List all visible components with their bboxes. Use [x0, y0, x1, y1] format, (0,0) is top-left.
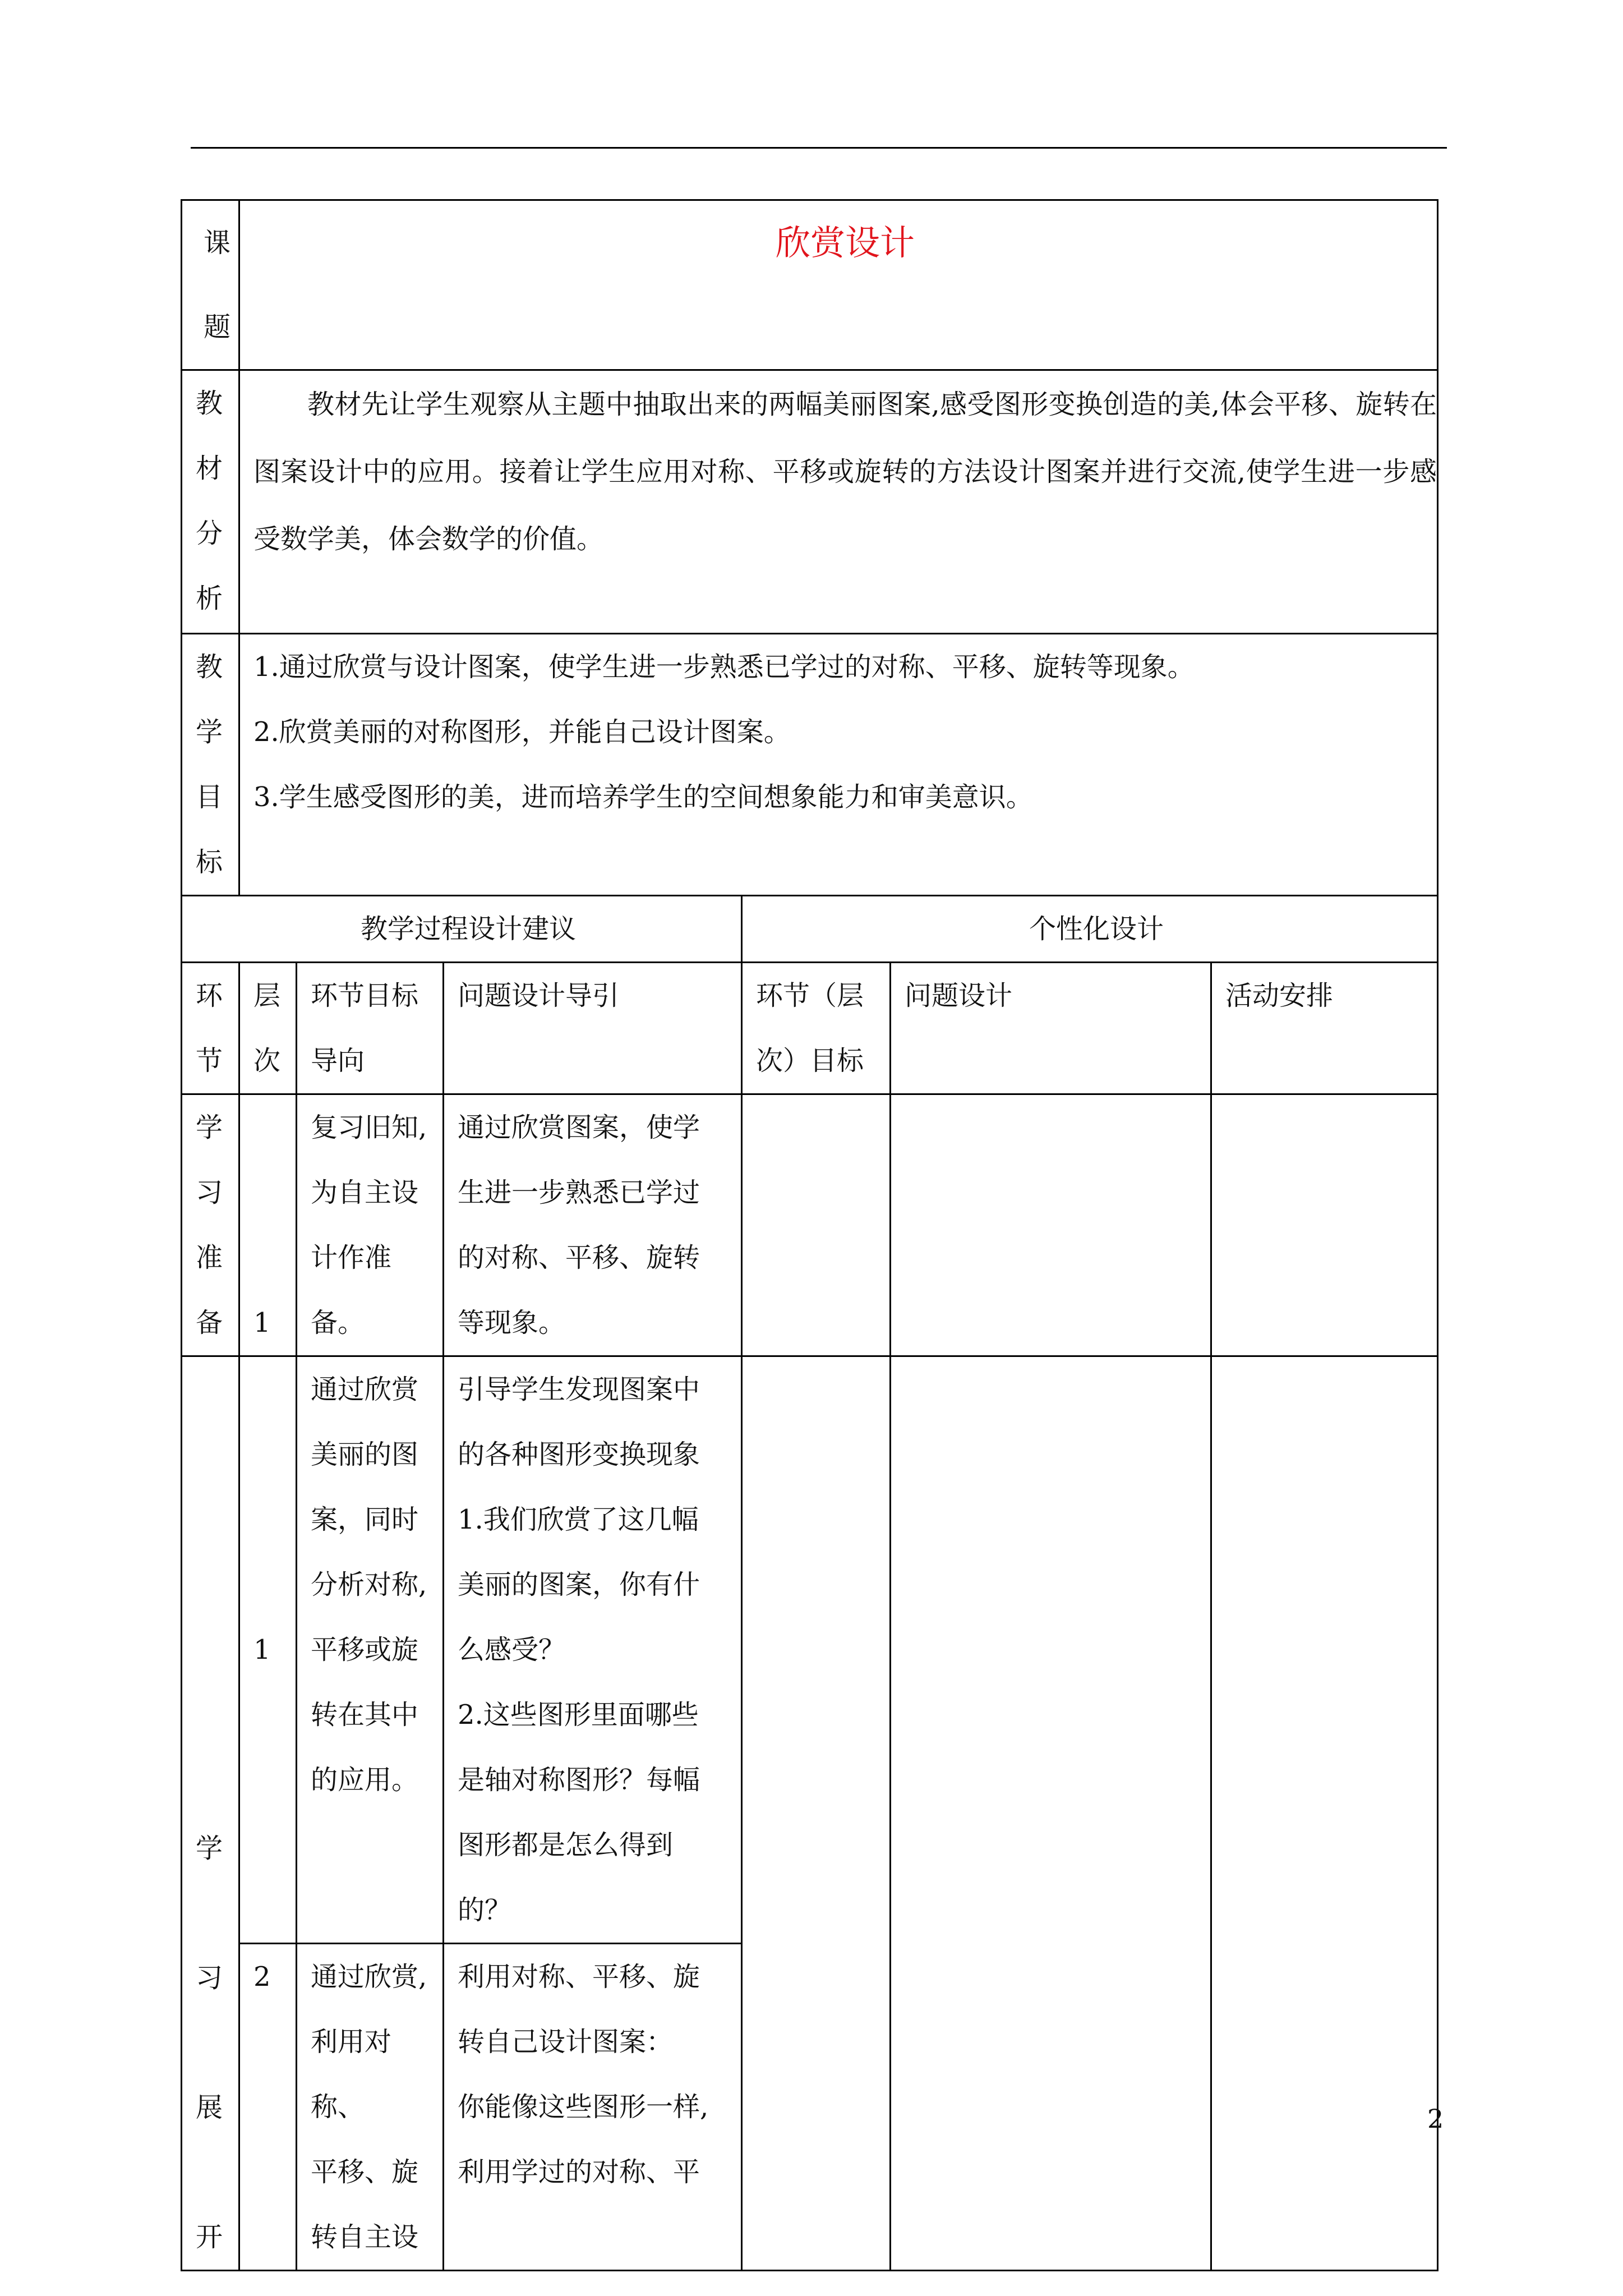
guide-cell: 通过欣赏图案，使学 生进一步熟悉已学过 的对称、平移、旋转 等现象。 [444, 1094, 742, 1356]
goal-item: 2.欣赏美丽的对称图形，并能自己设计图案。 [253, 716, 791, 748]
goals-list [239, 634, 1438, 896]
goal-item: 3.学生感受图形的美，进而培养学生的空间想象能力和审美意识。 [253, 781, 1033, 813]
column-header-row [182, 963, 1438, 1094]
course-title: 欣赏设计 [239, 200, 1438, 370]
level-cell: 1 [239, 1356, 297, 1944]
analysis-label: 教 材 分 析 [182, 370, 239, 634]
col-level: 层 次 [239, 963, 297, 1094]
course-row [182, 200, 1438, 370]
goal-item: 1.通过欣赏与设计图案，使学生进一步熟悉已学过的对称、平移、旋转等现象。 [253, 651, 1195, 683]
goal-cell: 复习旧知, 为自主设 计作准备。 [297, 1094, 444, 1356]
stage-label: 学 习 准 备 [182, 1094, 239, 1356]
col-stage: 环 节 [182, 963, 239, 1094]
goal-cell: 通过欣赏, 利用对称、 平移、旋 转自主设 [297, 1944, 444, 2271]
guide-cell: 引导学生发现图案中 的各种图形变换现象 1.我们欣赏了这几幅 美丽的图案，你有什 么感受？ 2.这些图形里面哪些 是轴对称图形？每幅 图形都是怎么得到 的？ [444, 1356, 742, 1944]
col-personal-goal: 环节（层 次）目标 [742, 963, 891, 1094]
level-cell: 1 [239, 1094, 297, 1356]
process-header-right: 个性化设计 [742, 896, 1438, 963]
col-guide: 问题设计导引 [444, 963, 742, 1094]
process-header-row [182, 896, 1438, 963]
goals-label: 教 学 目 标 [182, 634, 239, 896]
table-row [182, 1094, 1438, 1356]
personal-goal-cell [742, 1356, 891, 2271]
col-question: 问题设计 [891, 963, 1211, 1094]
col-activity: 活动安排 [1211, 963, 1438, 1094]
lesson-plan-table [181, 199, 1438, 2271]
stage-label: 学 习 展 开 [182, 1356, 239, 2271]
activity-cell [1211, 1094, 1438, 1356]
question-cell [891, 1094, 1211, 1356]
question-cell [891, 1356, 1211, 2271]
page-number: 2 [1427, 2104, 1444, 2134]
guide-cell: 利用对称、平移、旋 转自己设计图案： 你能像这些图形一样, 利用学过的对称、平 [444, 1944, 742, 2271]
process-header-left: 教学过程设计建议 [182, 896, 742, 963]
col-goal: 环节目标 导向 [297, 963, 444, 1094]
level-cell: 2 [239, 1944, 297, 2271]
analysis-text: 教材先让学生观察从主题中抽取出来的两幅美丽图案,感受图形变换创造的美,体会平移、旋转在图案设计中的应用。接着让学生应用对称、平移或旋转的方法设计图案并进行交流,使学生进一步感受数学美，体会数学的价值。 [239, 370, 1438, 634]
header-rule [191, 147, 1447, 149]
activity-cell [1211, 1356, 1438, 2271]
table-row [182, 1356, 1438, 1944]
personal-goal-cell [742, 1094, 891, 1356]
goals-row [182, 634, 1438, 896]
goal-cell: 通过欣赏 美丽的图 案，同时 分析对称, 平移或旋 转在其中 的应用。 [297, 1356, 444, 1944]
course-label: 课题 [182, 200, 239, 370]
analysis-row [182, 370, 1438, 634]
